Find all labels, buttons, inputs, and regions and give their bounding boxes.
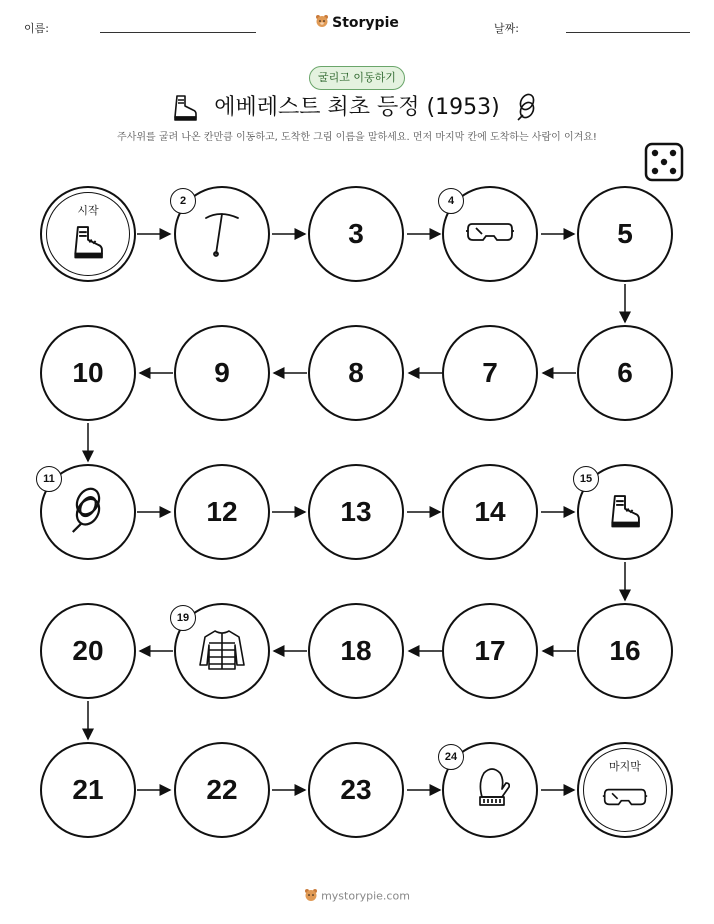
goggles-icon: [601, 784, 649, 814]
board-cell[interactable]: [40, 742, 136, 838]
board-cell[interactable]: [577, 325, 673, 421]
cell-number-badge: 15: [573, 466, 599, 492]
brand-name: Storypie: [332, 15, 399, 31]
board-cell[interactable]: [174, 186, 270, 282]
cell-number: 22: [206, 774, 238, 805]
ice-axe-icon: [200, 206, 244, 262]
boot-icon: [66, 222, 110, 264]
finish-label: 마지막: [609, 760, 641, 773]
cell-number: 18: [340, 635, 372, 666]
cell-number: 8: [348, 357, 364, 388]
mitten-icon: [470, 765, 510, 815]
footer: [0, 888, 714, 905]
cell-number: 23: [340, 774, 372, 805]
board-cell[interactable]: [308, 186, 404, 282]
cell-number-badge: 4: [438, 188, 464, 214]
footer-url[interactable]: mystorypie.com: [321, 889, 410, 903]
board-cell[interactable]: [40, 603, 136, 699]
board-cell[interactable]: [174, 325, 270, 421]
board-cell[interactable]: [308, 325, 404, 421]
cell-number: 21: [72, 774, 104, 805]
cell-number-badge: 24: [438, 744, 464, 770]
board-cell[interactable]: [308, 603, 404, 699]
board-cell[interactable]: [174, 464, 270, 560]
board-cell[interactable]: [442, 603, 538, 699]
board-cell[interactable]: [442, 186, 538, 282]
board-cell[interactable]: [174, 742, 270, 838]
cell-number: 13: [340, 496, 372, 527]
name-label: 이름:: [24, 22, 49, 35]
board-cell[interactable]: [442, 325, 538, 421]
cell-number-badge: 19: [170, 605, 196, 631]
page-title: 에베레스트 최초 등정 (1953): [214, 95, 500, 120]
board-cell[interactable]: [308, 742, 404, 838]
cell-number: 14: [474, 496, 506, 527]
board-cell[interactable]: [577, 603, 673, 699]
cell-number: 9: [214, 357, 230, 388]
start-label: 시작: [77, 204, 99, 217]
board-cell[interactable]: [308, 464, 404, 560]
cell-number: 20: [72, 635, 104, 666]
board-cell[interactable]: [577, 186, 673, 282]
jacket-icon: [198, 627, 246, 675]
boot-icon: [603, 491, 647, 533]
rope-icon: [66, 484, 110, 540]
bear-icon: [304, 888, 318, 905]
board-cell[interactable]: [577, 464, 673, 560]
board-cell[interactable]: [442, 464, 538, 560]
cell-number: 10: [72, 357, 104, 388]
game-type-badge: 굴리고 이동하기: [309, 66, 405, 90]
cell-number-badge: 11: [36, 466, 62, 492]
cell-number: 16: [609, 635, 641, 666]
board-cell[interactable]: [40, 464, 136, 560]
board-cell[interactable]: [174, 603, 270, 699]
cell-number: 7: [482, 357, 498, 388]
cell-number: 17: [474, 635, 506, 666]
board-cell[interactable]: [442, 742, 538, 838]
board-cell[interactable]: [40, 325, 136, 421]
date-label: 날짜:: [494, 22, 519, 35]
goggles-icon: [464, 218, 516, 250]
cell-number: 5: [617, 218, 633, 249]
cell-number: 12: [206, 496, 238, 527]
cell-number: 3: [348, 218, 364, 249]
board-cell-start[interactable]: [40, 186, 136, 282]
cell-number: 6: [617, 357, 633, 388]
instructions: 주사위를 굴려 나온 칸만큼 이동하고, 도착한 그림 이름을 말하세요. 먼저 마지막 칸에 도착하는 사람이 이겨요!: [117, 132, 597, 143]
cell-number-badge: 2: [170, 188, 196, 214]
board-cell-finish[interactable]: [577, 742, 673, 838]
